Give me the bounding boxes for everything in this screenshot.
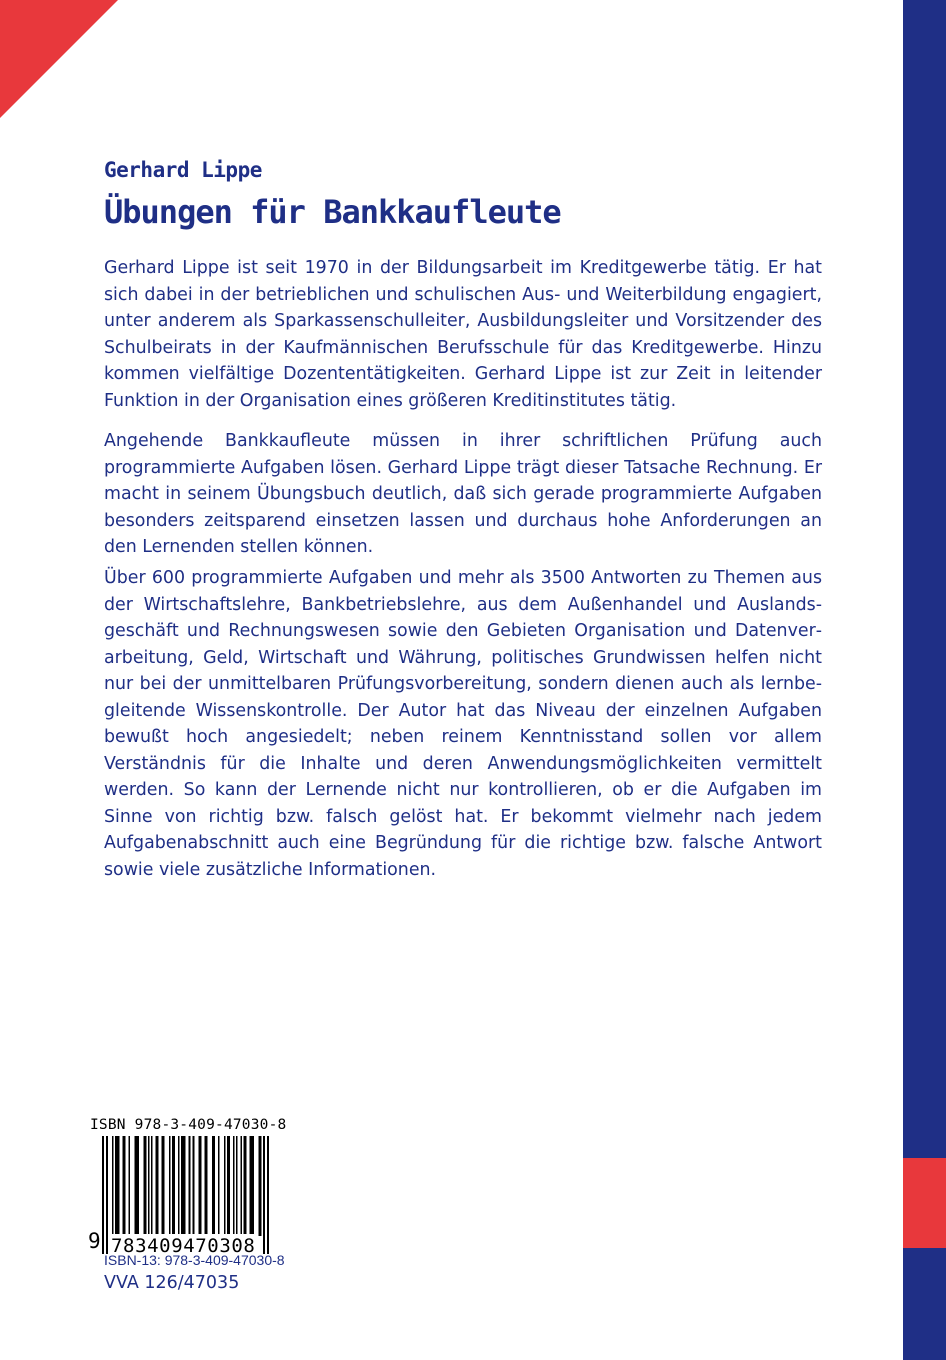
spine-red-mark — [903, 1158, 946, 1248]
paragraph-content: Über 600 programmierte Aufgaben und mehr als 3500 Antworten zu Themen aus der Wirtschaftslehre, Bankbetriebslehre, aus dem Außenhandel und Auslandsgeschäft und Rechnungswesen sowie den Gebieten Organisation und Datenverarbeitung, Geld, Wirtschaft und Währung, politisches Grundwissen helfen nicht nur bei der unmittelbaren Prüfungsvorbereitung, sondern dienen auch als lernbegleitende Wissenskontrolle. Der Autor hat das Niveau der einzelnen Aufgaben bewußt hoch angesiedelt; neben reinem Kenntnisstand sollen vor allem Verständnis für die Inhalte und deren Anwendungsmöglichkeiten vermittelt werden. So kann der Lernende nicht nur kontrollieren, ob er die Aufgaben im Sinne von richtig bzw. falsch gelöst hat. Er bekommt vielmehr nach jedem Aufgabenabschnitt auch eine Begründung für die richtige bzw. falsche Antwort sowie viele zusätzliche Informationen. — [104, 568, 822, 880]
barcode-first-digit: 9 — [88, 1229, 101, 1253]
paragraph-intro: Angehende Bankkaufleute müssen in ihrer schriftlichen Prüfung auch programmierte Aufgaben lösen. Gerhard Lippe trägt dieser Tatsache Rechnung. Er macht in seinem Übungsbuch deutlich, daß sich gerade programmierte Aufgaben besonders zeitsparend einsetzen lassen und durchaus hohe Anforderungen an den Lernenden stellen können. — [104, 431, 822, 557]
red-corner-triangle — [0, 0, 118, 118]
book-title: Übungen für Bankkaufleute — [104, 193, 561, 231]
paragraph-author-bio: Gerhard Lippe ist seit 1970 in der Bildungsarbeit im Kreditgewerbe tätig. Er hat sich dabei in der betrieblichen und schulischen Aus- und Weiterbildung engagiert, unter anderem als Sparkassenschulleiter, Ausbildungsleiter und Vorsitzender des Schulbeirats in der Kaufmännischen Berufsschule für das Kreditgewerbe. Hinzu kommen vielfältige Dozententätigkeiten. Gerhard Lippe ist zur Zeit in leitender Funktion in der Organisation eines größeren Kreditinstitutes tätig. — [104, 258, 822, 411]
barcode-block — [88, 1117, 303, 1263]
barcode — [88, 1136, 303, 1263]
barcode-isbn-label: ISBN 978-3-409-47030-8 — [90, 1117, 287, 1133]
order-number: VVA 126/47035 — [104, 1273, 240, 1293]
barcode-digits: 783409470308 — [111, 1235, 256, 1257]
isbn-13: ISBN-13: 978-3-409-47030-8 — [104, 1252, 285, 1268]
spine-blue-bar — [903, 0, 946, 1360]
author-name: Gerhard Lippe — [104, 158, 262, 182]
